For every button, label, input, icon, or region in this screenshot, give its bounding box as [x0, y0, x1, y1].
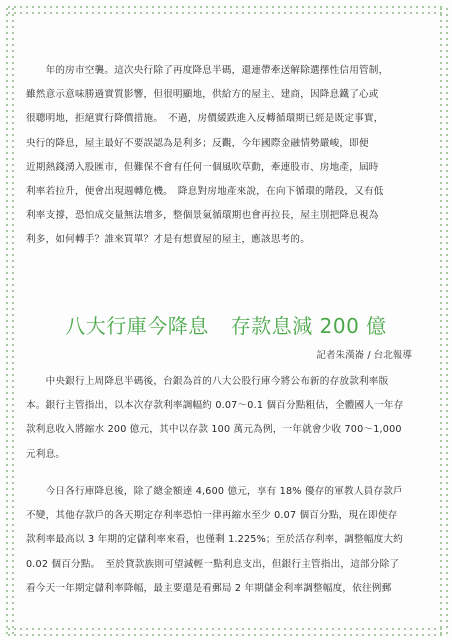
paragraph-central-bank [26, 370, 428, 467]
paragraph-housing-market [26, 59, 428, 253]
paragraph-line: 不變，其他存款戶的各天期定存利率恐怕一律再縮水至少 0.07 個百分點，現在即使存 [26, 510, 398, 522]
headline-part-2: 存款息減 200 億 [230, 314, 387, 338]
paragraph-line: 雖然意示意味勝過實質影響，但很明顯地，供給方的屋主、建商，因降息鐵了心或 [26, 89, 379, 101]
reporter-byline: 記者朱漢崙 / 台北報導 [316, 350, 412, 361]
paragraph-line: 本。銀行主管指出，以本次存款利率調幅約 0.07～0.1 個百分點粗估，全體國人一年存 [26, 400, 404, 412]
headline-part-1: 八大行庫今降息 [65, 314, 209, 338]
paragraph-line: 利率支撐，恐怕成交量無法增多，整個景氣循環期也會再拉長，屋主別把降息視為 [26, 210, 379, 222]
paragraph-line: 0.02 個百分點。 至於貸款族則可望減輕一點利息支出，但銀行主管指出，這部分除了 [26, 558, 400, 570]
paragraph-line: 近期熱錢湧入股匯市，但難保不會有任何一個風吹草動，牽連股市、房地產，屆時 [26, 161, 379, 173]
paragraph-line: 今日各行庫降息後，除了總金額達 4,600 億元，享有 18% 優存的軍教人員存款戶 [26, 486, 403, 497]
paragraph-line: 央行的降息，屋主最好不要誤認為是利多；反觀，今年國際金融情勢嚴峻，即便 [26, 137, 369, 149]
paragraph-line: 看今天一年期定儲利率降幅，最主要還是看郵局 2 年期儲金利率調整幅度，依往例郵 [26, 582, 392, 594]
paragraph-line: 年的房市空襲。這次央行除了再度降息半碼，還連帶牽送解除選擇性信用管制， [26, 65, 389, 76]
paragraph-line: 元利息。 [26, 448, 66, 460]
paragraph-line: 款利息收入將縮水 200 億元，其中以存款 100 萬元為例，一年就會少收 700～1,000 [26, 424, 402, 436]
paragraph-deposit-rates [26, 480, 428, 601]
decorative-border-bottom [6, 626, 446, 636]
paragraph-line: 款利率最高以 3 年期的定儲利率來看，也僅剩 1.225%；至於活存利率，調整幅度大約 [26, 534, 404, 546]
paragraph-line: 利率若拉升，便會出現週轉危機。 降息對房地產來說，在向下循環的階段，又有低 [26, 186, 384, 198]
decorative-border-top [6, 4, 446, 14]
paragraph-line: 利多，如何轉手？誰來買單？才是有想賣屋的屋主，應該思考的。 [26, 234, 311, 246]
paragraph-line: 很聰明地，拒絕實行降價措施。 不過，房價緩跌進入反轉循環期已經是既定事實， [26, 113, 384, 125]
article-headline [0, 310, 452, 339]
paragraph-line: 中央銀行上周降息半碼後，台銀為首的八大公股行庫今將公布新的存放款利率版 [26, 376, 389, 387]
